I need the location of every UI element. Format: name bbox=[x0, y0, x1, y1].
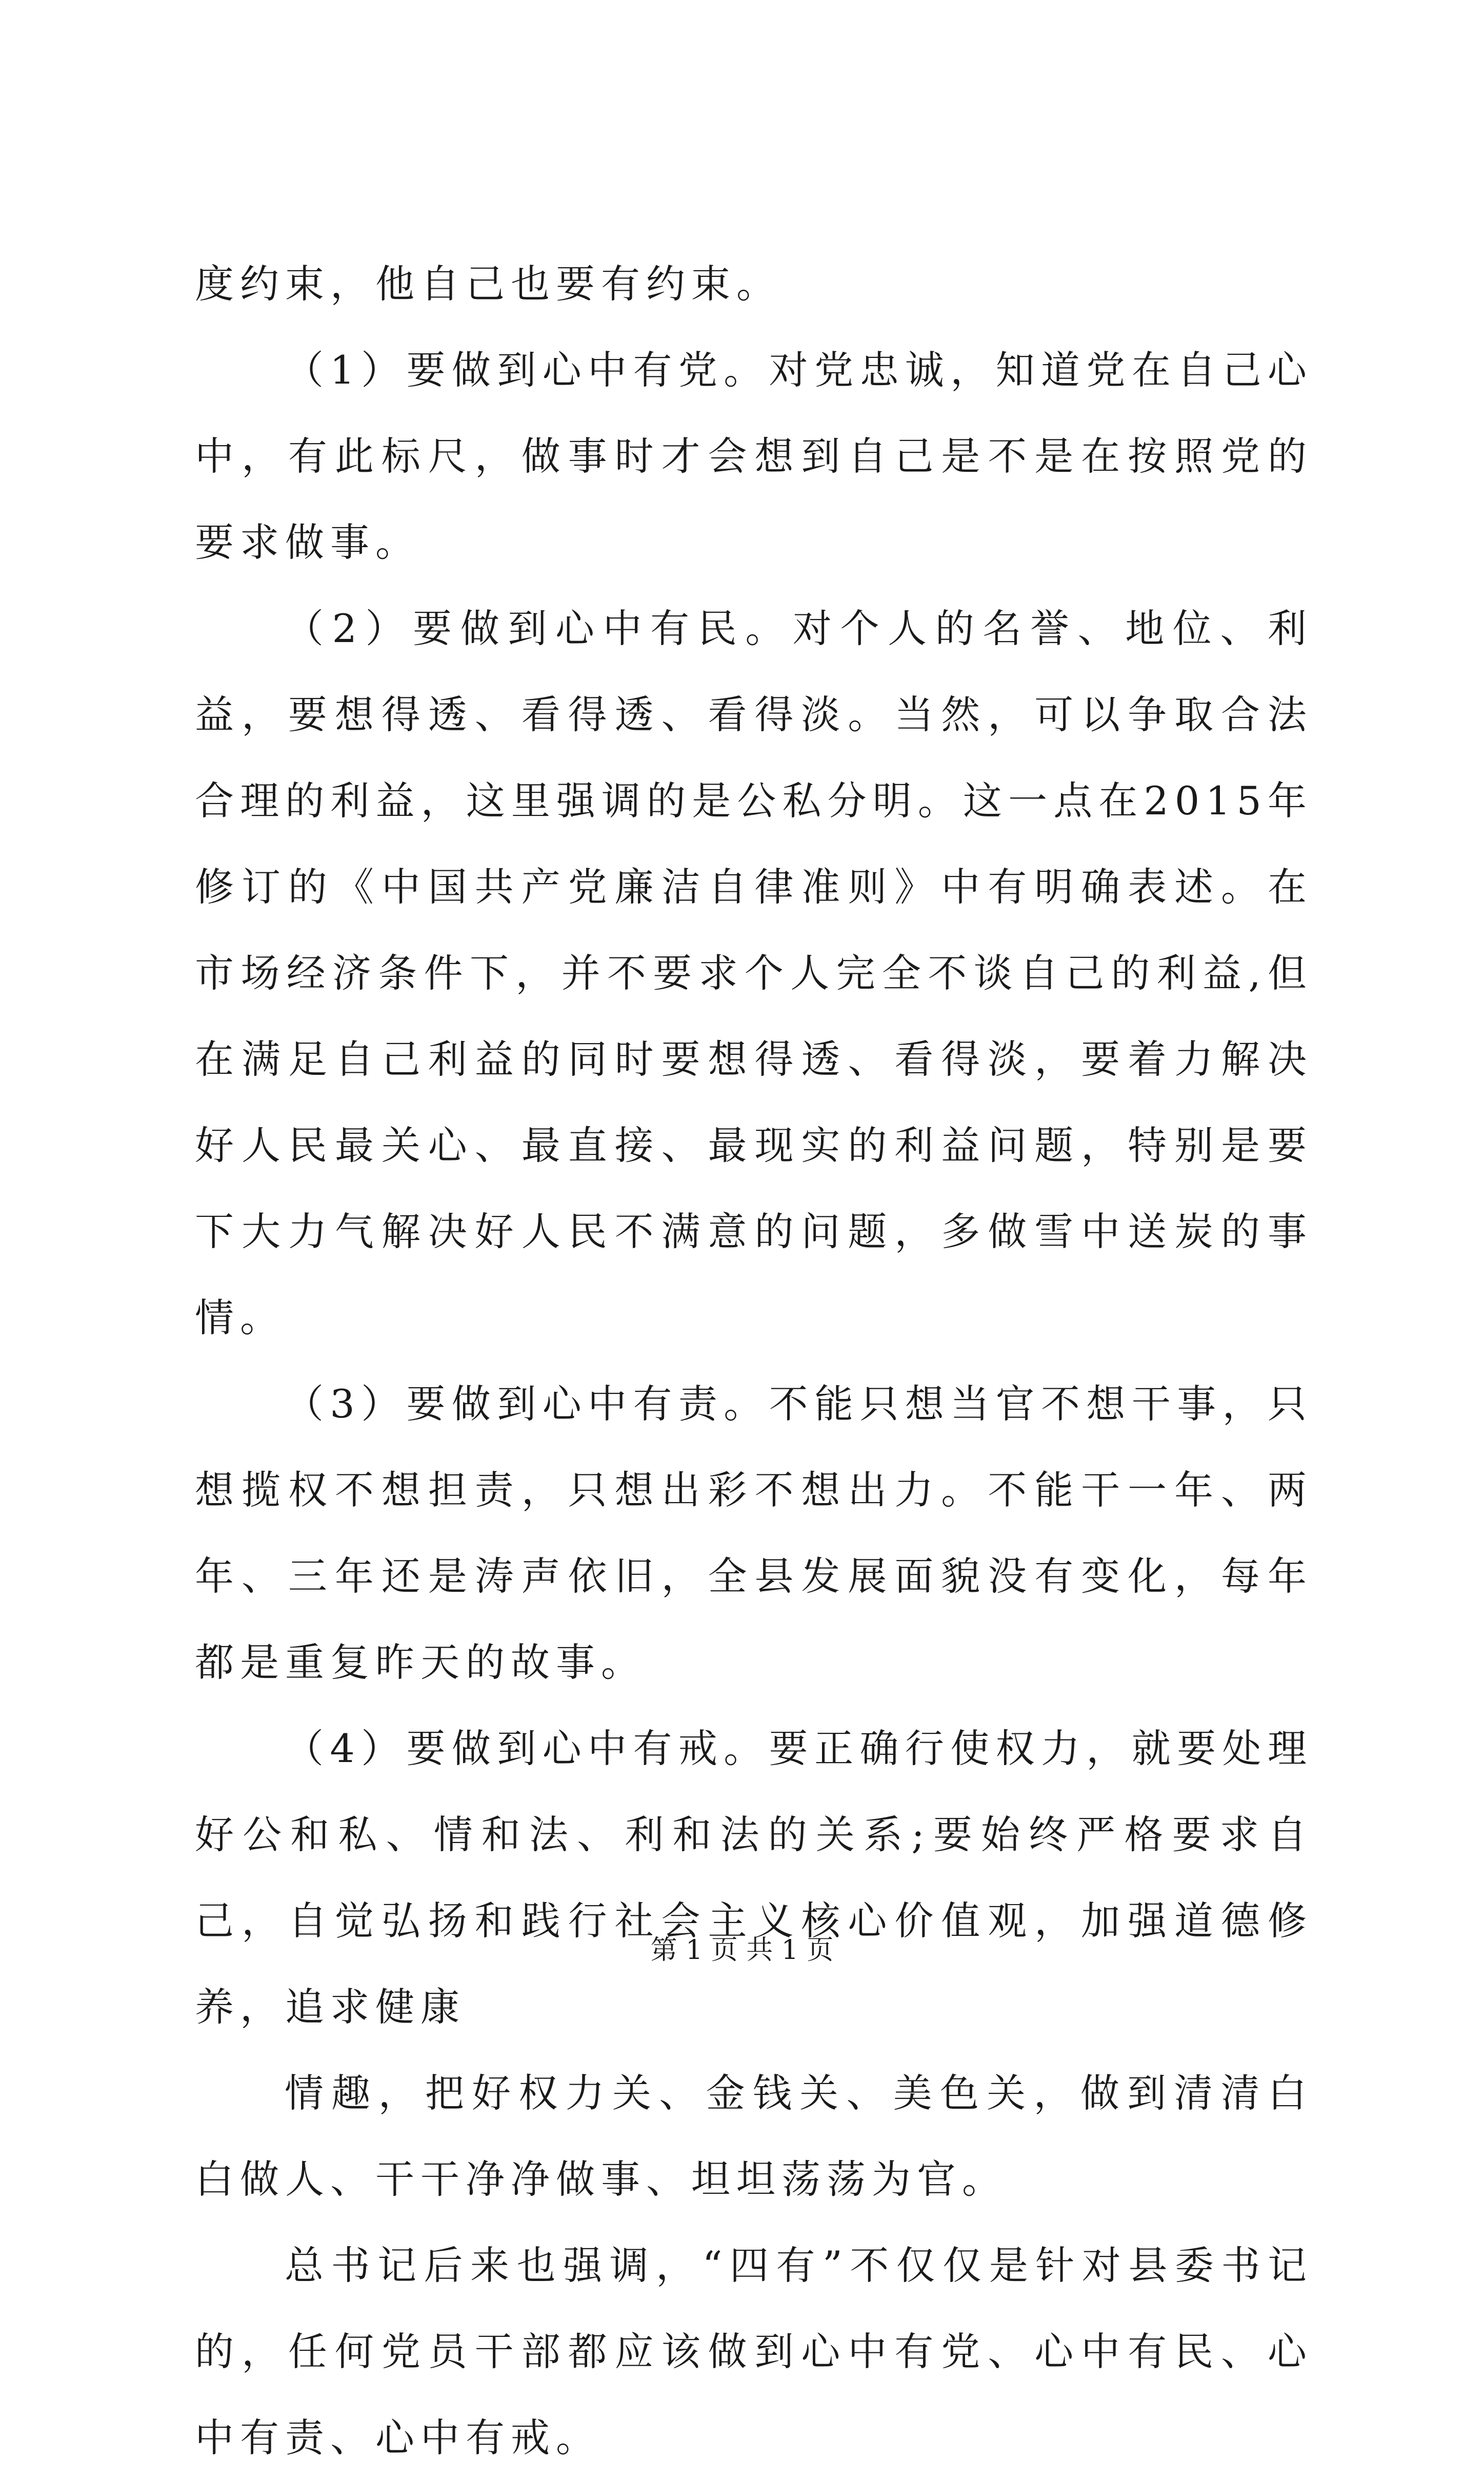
paragraph-item-4: （4）要做到心中有戒。要正确行使权力，就要处理好公和私、情和法、利和法的关系;要始终严格要求自己，自觉弘扬和践行社会主义核心价值观，加强道德修养，追求健康 bbox=[195, 1726, 1313, 2030]
page-number-footer: 第 1 页 共 1 页 bbox=[650, 1935, 834, 1966]
document-body bbox=[195, 241, 1313, 2481]
paragraph-item-3: （3）要做到心中有责。不能只想当官不想干事，只想揽权不想担责，只想出彩不想出力。不能干一年、两年、三年还是涛声依旧，全县发展面貌没有变化，每年都是重复昨天的故事。 bbox=[195, 1381, 1313, 1685]
paragraph-conclusion: 总书记后来也强调，“四有”不仅仅是针对县委书记的，任何党员干部都应该做到心中有党、心中有民、心中有责、心中有戒。 bbox=[195, 2243, 1313, 2460]
paragraph-item-4-continued: 情趣，把好权力关、金钱关、美色关，做到清清白白做人、干干净净做事、坦坦荡荡为官。 bbox=[195, 2070, 1313, 2202]
paragraph-item-1: （1）要做到心中有党。对党忠诚，知道党在自己心中，有此标尺，做事时才会想到自己是不是在按照党的要求做事。 bbox=[195, 347, 1313, 565]
paragraph-item-2: （2）要做到心中有民。对个人的名誉、地位、利益，要想得透、看得透、看得淡。当然，可以争取合法合理的利益，这里强调的是公私分明。这一点在2015年修订的《中国共产党廉洁自律准则》中有明确表述。在市场经济条件下，并不要求个人完全不谈自己的利益,但在满足自己利益的同时要想得透、看得淡，要着力解决好人民最关心、最直接、最现实的利益问题，特别是要下大力气解决好人民不满意的问题，多做雪中送炭的事情。 bbox=[195, 606, 1313, 1340]
paragraph-continuation: 度约束，他自己也要有约束。 bbox=[195, 261, 781, 307]
